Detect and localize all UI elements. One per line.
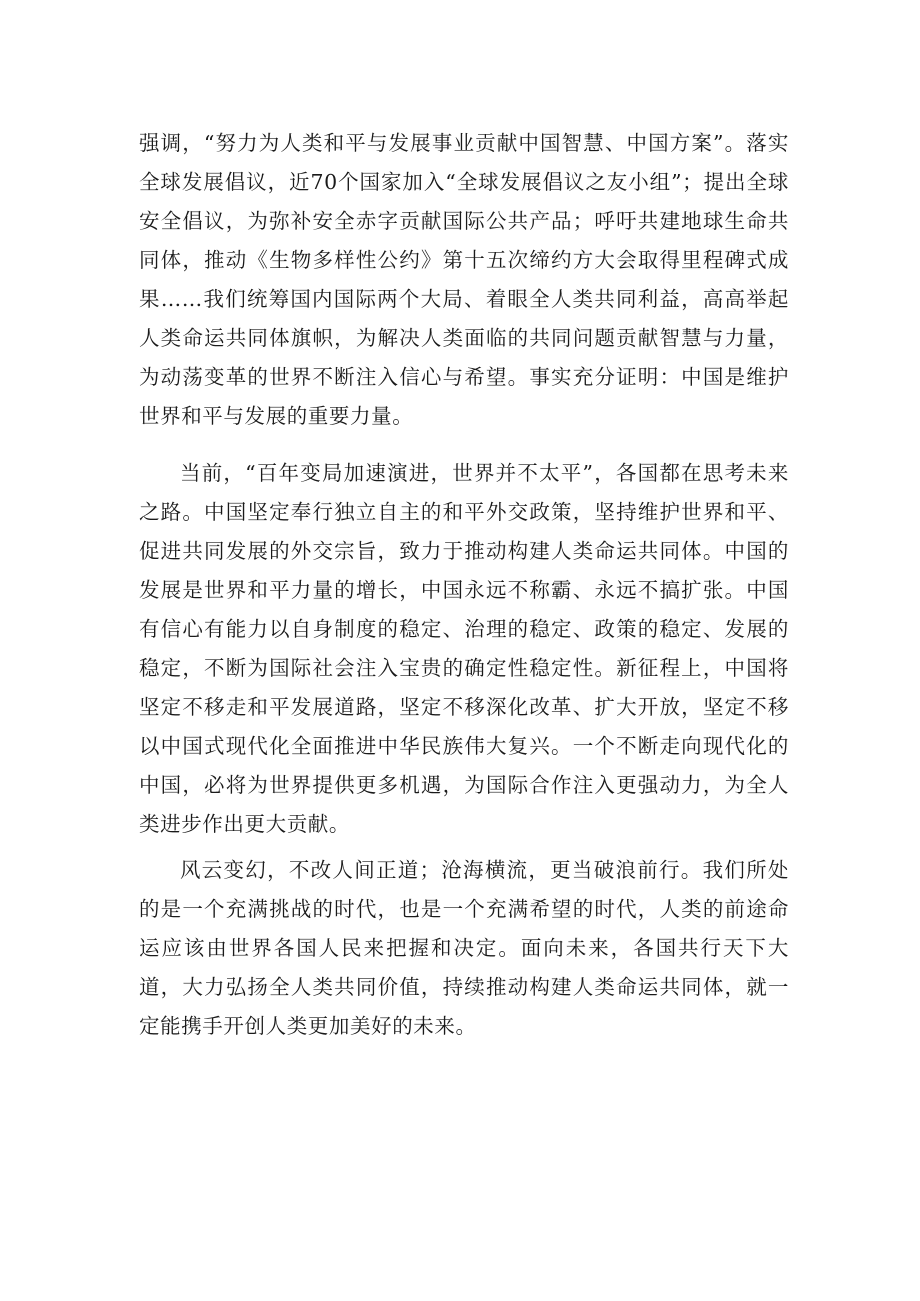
paragraph-2: 当前，“百年变局加速演进，世界并不太平”，各国都在思考未来之路。中国坚定奉行独立自主的和平外交政策，坚持维护世界和平、促进共同发展的外交宗旨，致力于推动构建人类命运共同体。中国的发展是世界和平力量的增长，中国永远不称霸、永远不搞扩张。中国有信心有能力以自身制度的稳定、治理的稳定、政策的稳定、发展的稳定，不断为国际社会注入宝贵的确定性稳定性。新征程上，中国将坚定不移走和平发展道路，坚定不移深化改革、扩大开放，坚定不移以中国式现代化全面推进中华民族伟大复兴。一个不断走向现代化的中国，必将为世界提供更多机遇，为国际合作注入更强动力，为全人类进步作出更大贡献。 <box>139 461 789 836</box>
document-body <box>139 124 789 1046</box>
paragraph-3: 风云变幻，不改人间正道；沧海横流，更当破浪前行。我们所处的是一个充满挑战的时代，也是一个充满希望的时代，人类的前途命运应该由世界各国人民来把握和决定。面向未来，各国共行天下大道，大力弘扬全人类共同价值，持续推动构建人类命运共同体，就一定能携手开创人类更加美好的未来。 <box>139 858 789 1038</box>
paragraph-1: 强调，“努力为人类和平与发展事业贡献中国智慧、中国方案”。落实全球发展倡议，近70个国家加入“全球发展倡议之友小组”；提出全球安全倡议，为弥补安全赤字贡献国际公共产品；呼吁共建地球生命共同体，推动《生物多样性公约》第十五次缔约方大会取得里程碑式成果……我们统筹国内国际两个大局、着眼全人类共同利益，高高举起人类命运共同体旗帜，为解决人类面临的共同问题贡献智慧与力量，为动荡变革的世界不断注入信心与希望。事实充分证明：中国是维护世界和平与发展的重要力量。 <box>139 131 789 428</box>
